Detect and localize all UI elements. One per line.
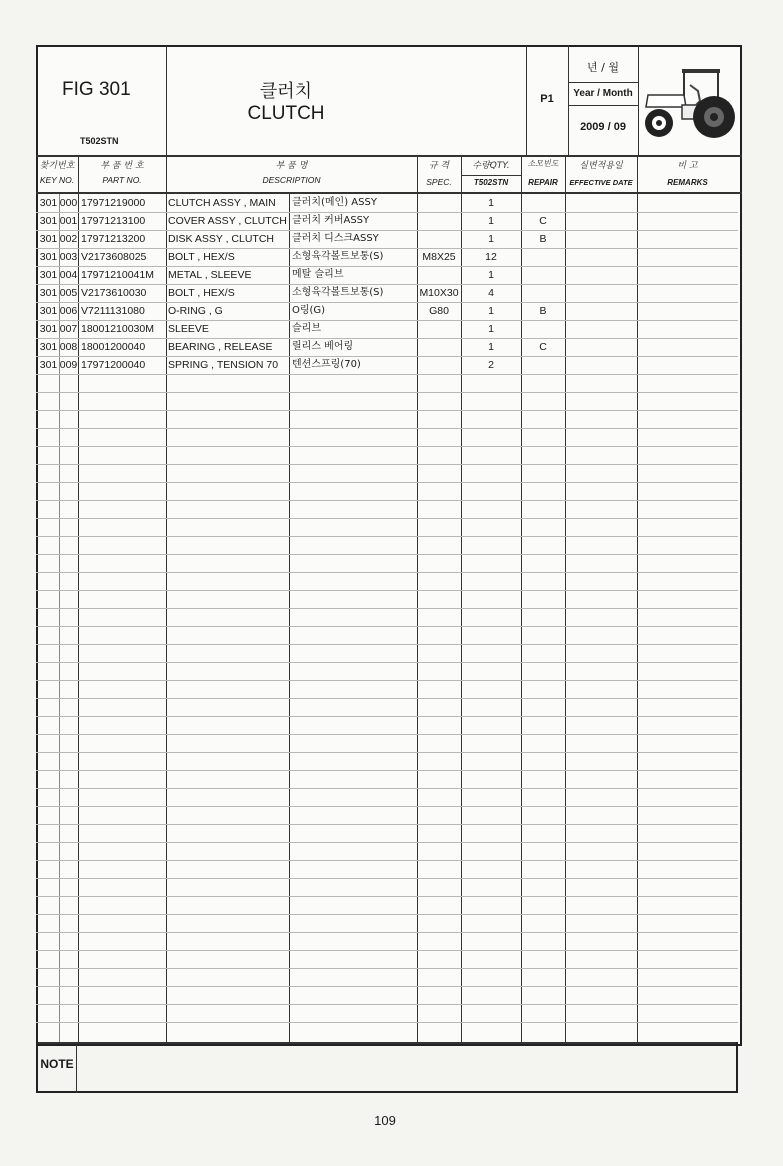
col-header-key-ko: 찾기번호 bbox=[39, 161, 75, 171]
cell-part: V7211131080 bbox=[81, 305, 145, 317]
col-header-key: KEY NO. bbox=[39, 175, 75, 185]
row-line bbox=[36, 374, 738, 375]
cell-desc-ko: 클러치 커버ASSY bbox=[292, 215, 370, 226]
col-header-desc-ko: 부 품 명 bbox=[275, 161, 308, 171]
row-line bbox=[36, 860, 738, 861]
col-header-remarks: REMARKS bbox=[667, 178, 708, 187]
header-col-line bbox=[638, 45, 639, 155]
cell-desc-en: COVER ASSY , CLUTCH bbox=[168, 215, 287, 227]
row-line bbox=[36, 680, 738, 681]
col-line-date bbox=[565, 157, 566, 1042]
col-header-date-ko: 실변적용일 bbox=[579, 161, 623, 171]
cell-desc-ko: 릴리스 베어링 bbox=[292, 341, 354, 352]
cell-qty: 1 bbox=[488, 233, 494, 245]
page-number: 109 bbox=[374, 1113, 396, 1128]
row-line bbox=[36, 590, 738, 591]
cell-fig: 301 bbox=[39, 251, 58, 263]
cell-repair: C bbox=[539, 215, 547, 227]
cell-desc-en: O-RING , G bbox=[168, 305, 223, 317]
row-line bbox=[36, 410, 738, 411]
col-header-part: PART NO. bbox=[102, 175, 142, 185]
cell-desc-en: BEARING , RELEASE bbox=[168, 341, 273, 353]
cell-spec bbox=[417, 266, 461, 284]
cell-desc-en: METAL , SLEEVE bbox=[168, 269, 252, 281]
cell-part: V2173610030 bbox=[81, 287, 147, 299]
cell-qty: 1 bbox=[488, 323, 494, 335]
parts-list-sheet bbox=[36, 45, 742, 1095]
row-line bbox=[36, 392, 738, 393]
cell-qty: 2 bbox=[488, 359, 494, 371]
row-line bbox=[36, 626, 738, 627]
cell-spec bbox=[417, 212, 461, 230]
col-header-date: EFFECTIVE DATE bbox=[569, 178, 633, 187]
model-label: T502STN bbox=[80, 136, 119, 146]
cell-desc-ko: 클러치 디스크ASSY bbox=[292, 233, 379, 244]
row-line bbox=[36, 788, 738, 789]
page-code: P1 bbox=[540, 93, 554, 105]
cell-fig: 301 bbox=[39, 197, 58, 209]
row-line bbox=[36, 734, 738, 735]
cell-repair bbox=[521, 248, 565, 266]
col-header-spec: SPEC. bbox=[426, 177, 452, 187]
cell-qty: 1 bbox=[488, 341, 494, 353]
cell-qty: 4 bbox=[488, 287, 494, 299]
cell-repair bbox=[521, 266, 565, 284]
row-line bbox=[36, 644, 738, 645]
col-header-repair: REPAIR bbox=[528, 178, 558, 187]
note-label: NOTE bbox=[40, 1057, 74, 1071]
cell-part: 17971200040 bbox=[81, 359, 146, 371]
col-header-desc: DESCRIPTION bbox=[262, 175, 321, 185]
row-line bbox=[36, 878, 738, 879]
row-line bbox=[36, 662, 738, 663]
cell-qty: 1 bbox=[488, 215, 494, 227]
cell-spec: G80 bbox=[429, 305, 449, 317]
cell-spec bbox=[417, 320, 461, 338]
row-line bbox=[36, 896, 738, 897]
cell-spec bbox=[417, 356, 461, 374]
cell-desc-en: CLUTCH ASSY , MAIN bbox=[168, 197, 276, 209]
col-header-spec-ko: 규 격 bbox=[428, 161, 450, 171]
cell-key: 009 bbox=[59, 359, 78, 371]
row-line bbox=[36, 1022, 738, 1023]
row-line bbox=[36, 482, 738, 483]
note-col-line bbox=[76, 1042, 77, 1093]
cell-spec bbox=[417, 194, 461, 212]
cell-fig: 301 bbox=[39, 341, 58, 353]
col-header-remarks-ko: 비 고 bbox=[677, 161, 698, 171]
cell-desc-ko: 소형육각볼트보통(S) bbox=[292, 287, 384, 298]
col-header-qty-ko: 수량QTY. bbox=[472, 161, 510, 171]
cell-repair: B bbox=[539, 305, 547, 317]
row-line bbox=[36, 986, 738, 987]
col-header-qty: T502STN bbox=[473, 178, 509, 187]
figure-label: FIG 301 bbox=[62, 79, 131, 100]
cell-repair bbox=[521, 320, 565, 338]
cell-key: 007 bbox=[59, 323, 78, 335]
cell-desc-ko: 메탈 슬리브 bbox=[292, 269, 344, 280]
row-line bbox=[36, 914, 738, 915]
row-line bbox=[36, 500, 738, 501]
cell-fig: 301 bbox=[39, 305, 58, 317]
row-line bbox=[36, 716, 738, 717]
cell-desc-en: DISK ASSY , CLUTCH bbox=[168, 233, 275, 245]
header-col-line bbox=[166, 45, 167, 155]
cell-fig: 301 bbox=[39, 269, 58, 281]
cell-desc-ko: 클러치(메인) ASSY bbox=[292, 197, 377, 208]
cell-repair: C bbox=[539, 341, 547, 353]
row-line bbox=[36, 968, 738, 969]
tractor-icon bbox=[640, 65, 738, 143]
year-month-value: 2009 / 09 bbox=[580, 121, 626, 133]
col-line-key bbox=[78, 157, 79, 1042]
row-line bbox=[36, 608, 738, 609]
cell-spec bbox=[417, 338, 461, 356]
col-header-repair-ko: 소모빈도 bbox=[527, 159, 559, 168]
cell-key: 000 bbox=[59, 197, 78, 209]
cell-desc-en: BOLT , HEX/S bbox=[168, 287, 235, 299]
cell-fig: 301 bbox=[39, 233, 58, 245]
cell-key: 005 bbox=[59, 287, 78, 299]
cell-qty: 12 bbox=[485, 251, 497, 263]
cell-key: 008 bbox=[59, 341, 78, 353]
cell-part: 18001200040 bbox=[81, 341, 146, 353]
cell-repair bbox=[521, 284, 565, 302]
cell-spec bbox=[417, 230, 461, 248]
cell-part: 17971213100 bbox=[81, 215, 146, 227]
row-line bbox=[36, 842, 738, 843]
cell-desc-ko: 텐션스프링(70) bbox=[292, 359, 361, 370]
cell-key: 006 bbox=[59, 305, 78, 317]
row-line bbox=[36, 806, 738, 807]
cell-fig: 301 bbox=[39, 215, 58, 227]
row-line bbox=[36, 518, 738, 519]
cell-desc-ko: 슬리브 bbox=[292, 323, 321, 334]
page-title: CLUTCH bbox=[247, 103, 325, 124]
row-line bbox=[36, 572, 738, 573]
year-month-korean: 년 / 월 bbox=[587, 61, 619, 74]
row-line bbox=[36, 428, 738, 429]
cell-desc-ko: 소형육각볼트보통(S) bbox=[292, 251, 384, 262]
cell-spec: M10X30 bbox=[419, 287, 459, 299]
qty-header-line bbox=[461, 175, 521, 176]
cell-repair: B bbox=[539, 233, 547, 245]
cell-part: 17971213200 bbox=[81, 233, 146, 245]
cell-spec: M8X25 bbox=[422, 251, 456, 263]
cell-qty: 1 bbox=[488, 269, 494, 281]
row-line bbox=[36, 536, 738, 537]
row-line bbox=[36, 1004, 738, 1005]
row-line bbox=[36, 698, 738, 699]
cell-fig: 301 bbox=[39, 359, 58, 371]
header-cell-line bbox=[568, 82, 638, 83]
row-line bbox=[36, 752, 738, 753]
cell-key: 003 bbox=[59, 251, 78, 263]
cell-qty: 1 bbox=[488, 305, 494, 317]
cell-desc-en: SLEEVE bbox=[168, 323, 209, 335]
cell-key: 002 bbox=[59, 233, 78, 245]
cell-repair bbox=[521, 194, 565, 212]
cell-desc-en: SPRING , TENSION 70 bbox=[168, 359, 279, 371]
row-line bbox=[36, 932, 738, 933]
cell-repair bbox=[521, 356, 565, 374]
year-month-label: Year / Month bbox=[573, 88, 633, 99]
row-line bbox=[36, 770, 738, 771]
cell-desc-ko: O링(G) bbox=[292, 305, 326, 316]
page-title-korean: 클러치 bbox=[259, 81, 313, 102]
cell-fig: 301 bbox=[39, 323, 58, 335]
col-line-part bbox=[166, 157, 167, 1042]
cell-key: 001 bbox=[59, 215, 78, 227]
row-line bbox=[36, 446, 738, 447]
col-line-remarks bbox=[637, 157, 638, 1042]
cell-fig: 301 bbox=[39, 287, 58, 299]
cell-part: 17971219000 bbox=[81, 197, 146, 209]
row-line bbox=[36, 464, 738, 465]
cell-key: 004 bbox=[59, 269, 78, 281]
row-line bbox=[36, 824, 738, 825]
col-header-part-ko: 부 품 번 호 bbox=[100, 161, 144, 171]
cell-part: 18001210030M bbox=[81, 323, 154, 335]
row-line bbox=[36, 554, 738, 555]
cell-qty: 1 bbox=[488, 197, 494, 209]
cell-part: 17971210041M bbox=[81, 269, 154, 281]
cell-desc-en: BOLT , HEX/S bbox=[168, 251, 235, 263]
note-box bbox=[36, 1042, 738, 1093]
row-line bbox=[36, 950, 738, 951]
header-cell-line bbox=[568, 105, 638, 106]
cell-part: V2173608025 bbox=[81, 251, 147, 263]
